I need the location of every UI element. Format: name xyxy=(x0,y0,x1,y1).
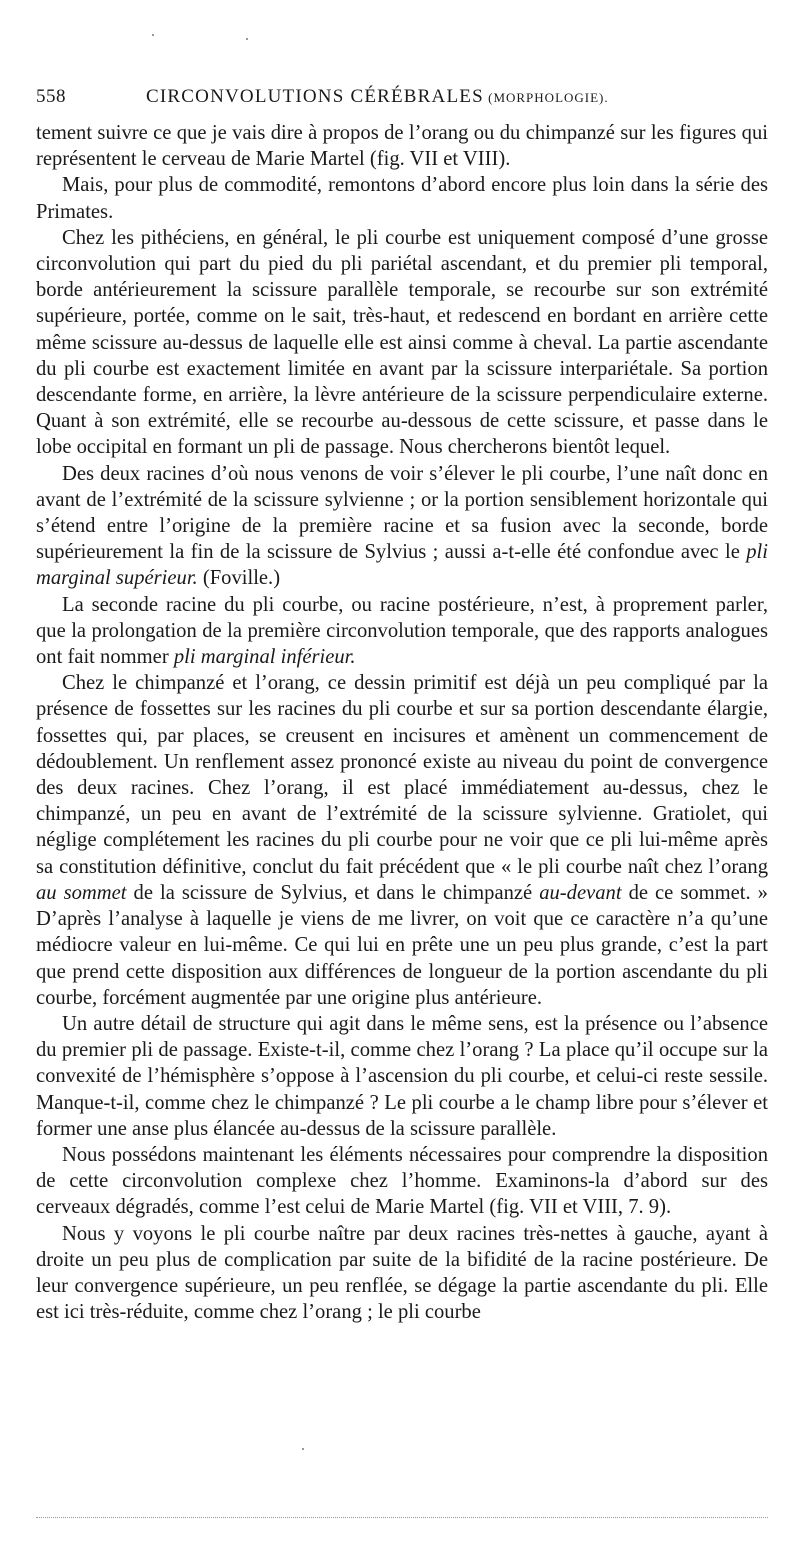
text-run: Mais, pour plus de commodité, remontons d’abord encore plus loin dans la série des Primates. xyxy=(36,174,768,223)
text-run: Nous possédons maintenant les éléments nécessaires pour comprendre la disposition de cette circonvolution complexe chez l’homme. Examinons-la d’abord sur des cerveaux dégradés, comme l’est celui de Marie Martel (fig. VII et VIII, 7. 9). xyxy=(36,1143,768,1219)
text-run: Un autre détail de structure qui agit dans le même sens, est la présence ou l’absence du premier pli de passage. Existe-t-il, comme chez l’orang ? La place qu’il occupe sur la convexité de l’hémisphère s’oppose à l’ascension du pli courbe, et celui-ci reste sessile. Manque-t-il, comme chez le chimpanzé ? Le pli courbe a le champ libre pour s’élever et former une anse plus élancée au-dessus de la scissure parallèle. xyxy=(36,1012,768,1140)
running-subtitle: (MORPHOLOGIE). xyxy=(488,90,609,105)
running-header xyxy=(36,86,768,120)
text-run: Chez les pithéciens, en général, le pli courbe est uniquement composé d’une grosse circonvolution qui part du pied du pli pariétal ascendant, et du premier pli temporal, borde antérieurement la scissure parallèle temporale, se recourbe sur son extrémité supérieure, portée, comme on le sait, très-haut, et redescend en bordant en arrière cette même scissure au-dessus de laquelle elle est ainsi comme à cheval. La partie ascendante du pli courbe est exactement limitée en avant par la scissure interpariétale. Sa portion descendante forme, en arrière, la lèvre antérieure de la scissure perpendiculaire externe. Quant à son extrémité, elle se recourbe au-dessous de cette scissure, et passe dans le lobe occipital en formant un pli de passage. Nous chercherons bientôt lequel. xyxy=(36,226,768,459)
italic-term: au-devant xyxy=(539,881,622,904)
book-page xyxy=(36,86,768,1325)
paragraph xyxy=(36,592,768,671)
page-speck xyxy=(152,34,154,36)
paragraph xyxy=(36,461,768,592)
paragraph xyxy=(36,1142,768,1221)
running-title: CIRCONVOLUTIONS CÉRÉBRALES xyxy=(146,86,484,107)
text-run: de la scissure de Sylvius, et dans le chimpanzé xyxy=(126,881,540,904)
text-run: (Foville.) xyxy=(197,567,281,590)
text-run: Chez le chimpanzé et l’orang, ce dessin primitif est déjà un peu compliqué par la présence de fossettes sur les racines du pli courbe et sur sa portion descendante élargie, fossettes qui, par places, se creusent en incisures et amènent un commencement de dédoublement. Un renflement assez prononcé existe au niveau du point de convergence des deux racines. Chez l’orang, il est placé immédiatement au-dessus, chez le chimpanzé, un peu en avant de l’extrémité de la scissure sylvienne. Gratiolet, qui néglige complétement les racines du pli courbe pour ne voir que ce pli lui-même après sa constitution définitive, conclut du fait précédent que « le pli courbe naît chez l’orang xyxy=(36,672,768,878)
text-run: tement suivre ce que je vais dire à propos de l’orang ou du chimpanzé sur les figures qui représentent le cerveau de Marie Martel (fig. VII et VIII). xyxy=(36,122,768,171)
page-speck xyxy=(246,38,248,40)
paragraph xyxy=(36,670,768,1011)
paragraph xyxy=(36,1011,768,1142)
page-speck xyxy=(302,1448,304,1450)
body-text xyxy=(36,120,768,1325)
italic-term: pli marginal supérieur. xyxy=(36,541,768,590)
page-number: 558 xyxy=(36,86,66,107)
paragraph xyxy=(36,225,768,461)
text-run: La seconde racine du pli courbe, ou racine postérieure, n’est, à proprement parler, que la prolongation de la première circonvolution temporale, que des rapports analogues ont fait nommer xyxy=(36,593,768,669)
italic-term: au sommet xyxy=(36,881,127,904)
footer-dotted-rule xyxy=(36,1517,768,1518)
paragraph xyxy=(36,172,768,224)
paragraph xyxy=(36,120,768,172)
paragraph xyxy=(36,1221,768,1326)
italic-term: pli marginal inférieur. xyxy=(173,646,356,669)
text-run: Nous y voyons le pli courbe naître par deux racines très-nettes à gauche, ayant à droite un peu plus de complication par suite de la bifidité de la racine postérieure. De leur convergence supérieure, un peu renflée, se dégage la partie ascendante du pli. Elle est ici très-réduite, comme chez l’orang ; le pli courbe xyxy=(36,1222,768,1324)
text-run: Des deux racines d’où nous venons de voir s’élever le pli courbe, l’une naît donc en avant de l’extrémité de la scissure sylvienne ; or la portion sensiblement horizontale qui s’étend entre l’origine de la première racine et sa fusion avec la seconde, borde supérieurement la fin de la scissure de Sylvius ; aussi a-t-elle été confondue avec le xyxy=(36,462,768,564)
text-run: de ce sommet. » D’après l’analyse à laquelle je viens de me livrer, on voit que ce caractère n’a qu’une médiocre valeur en lui-même. Ce qui lui en prête une un peu plus grande, c’est la part que prend cette disposition aux différences de longueur de la portion ascendante du pli courbe, forcément augmentée par une origine plus antérieure. xyxy=(36,881,768,1009)
